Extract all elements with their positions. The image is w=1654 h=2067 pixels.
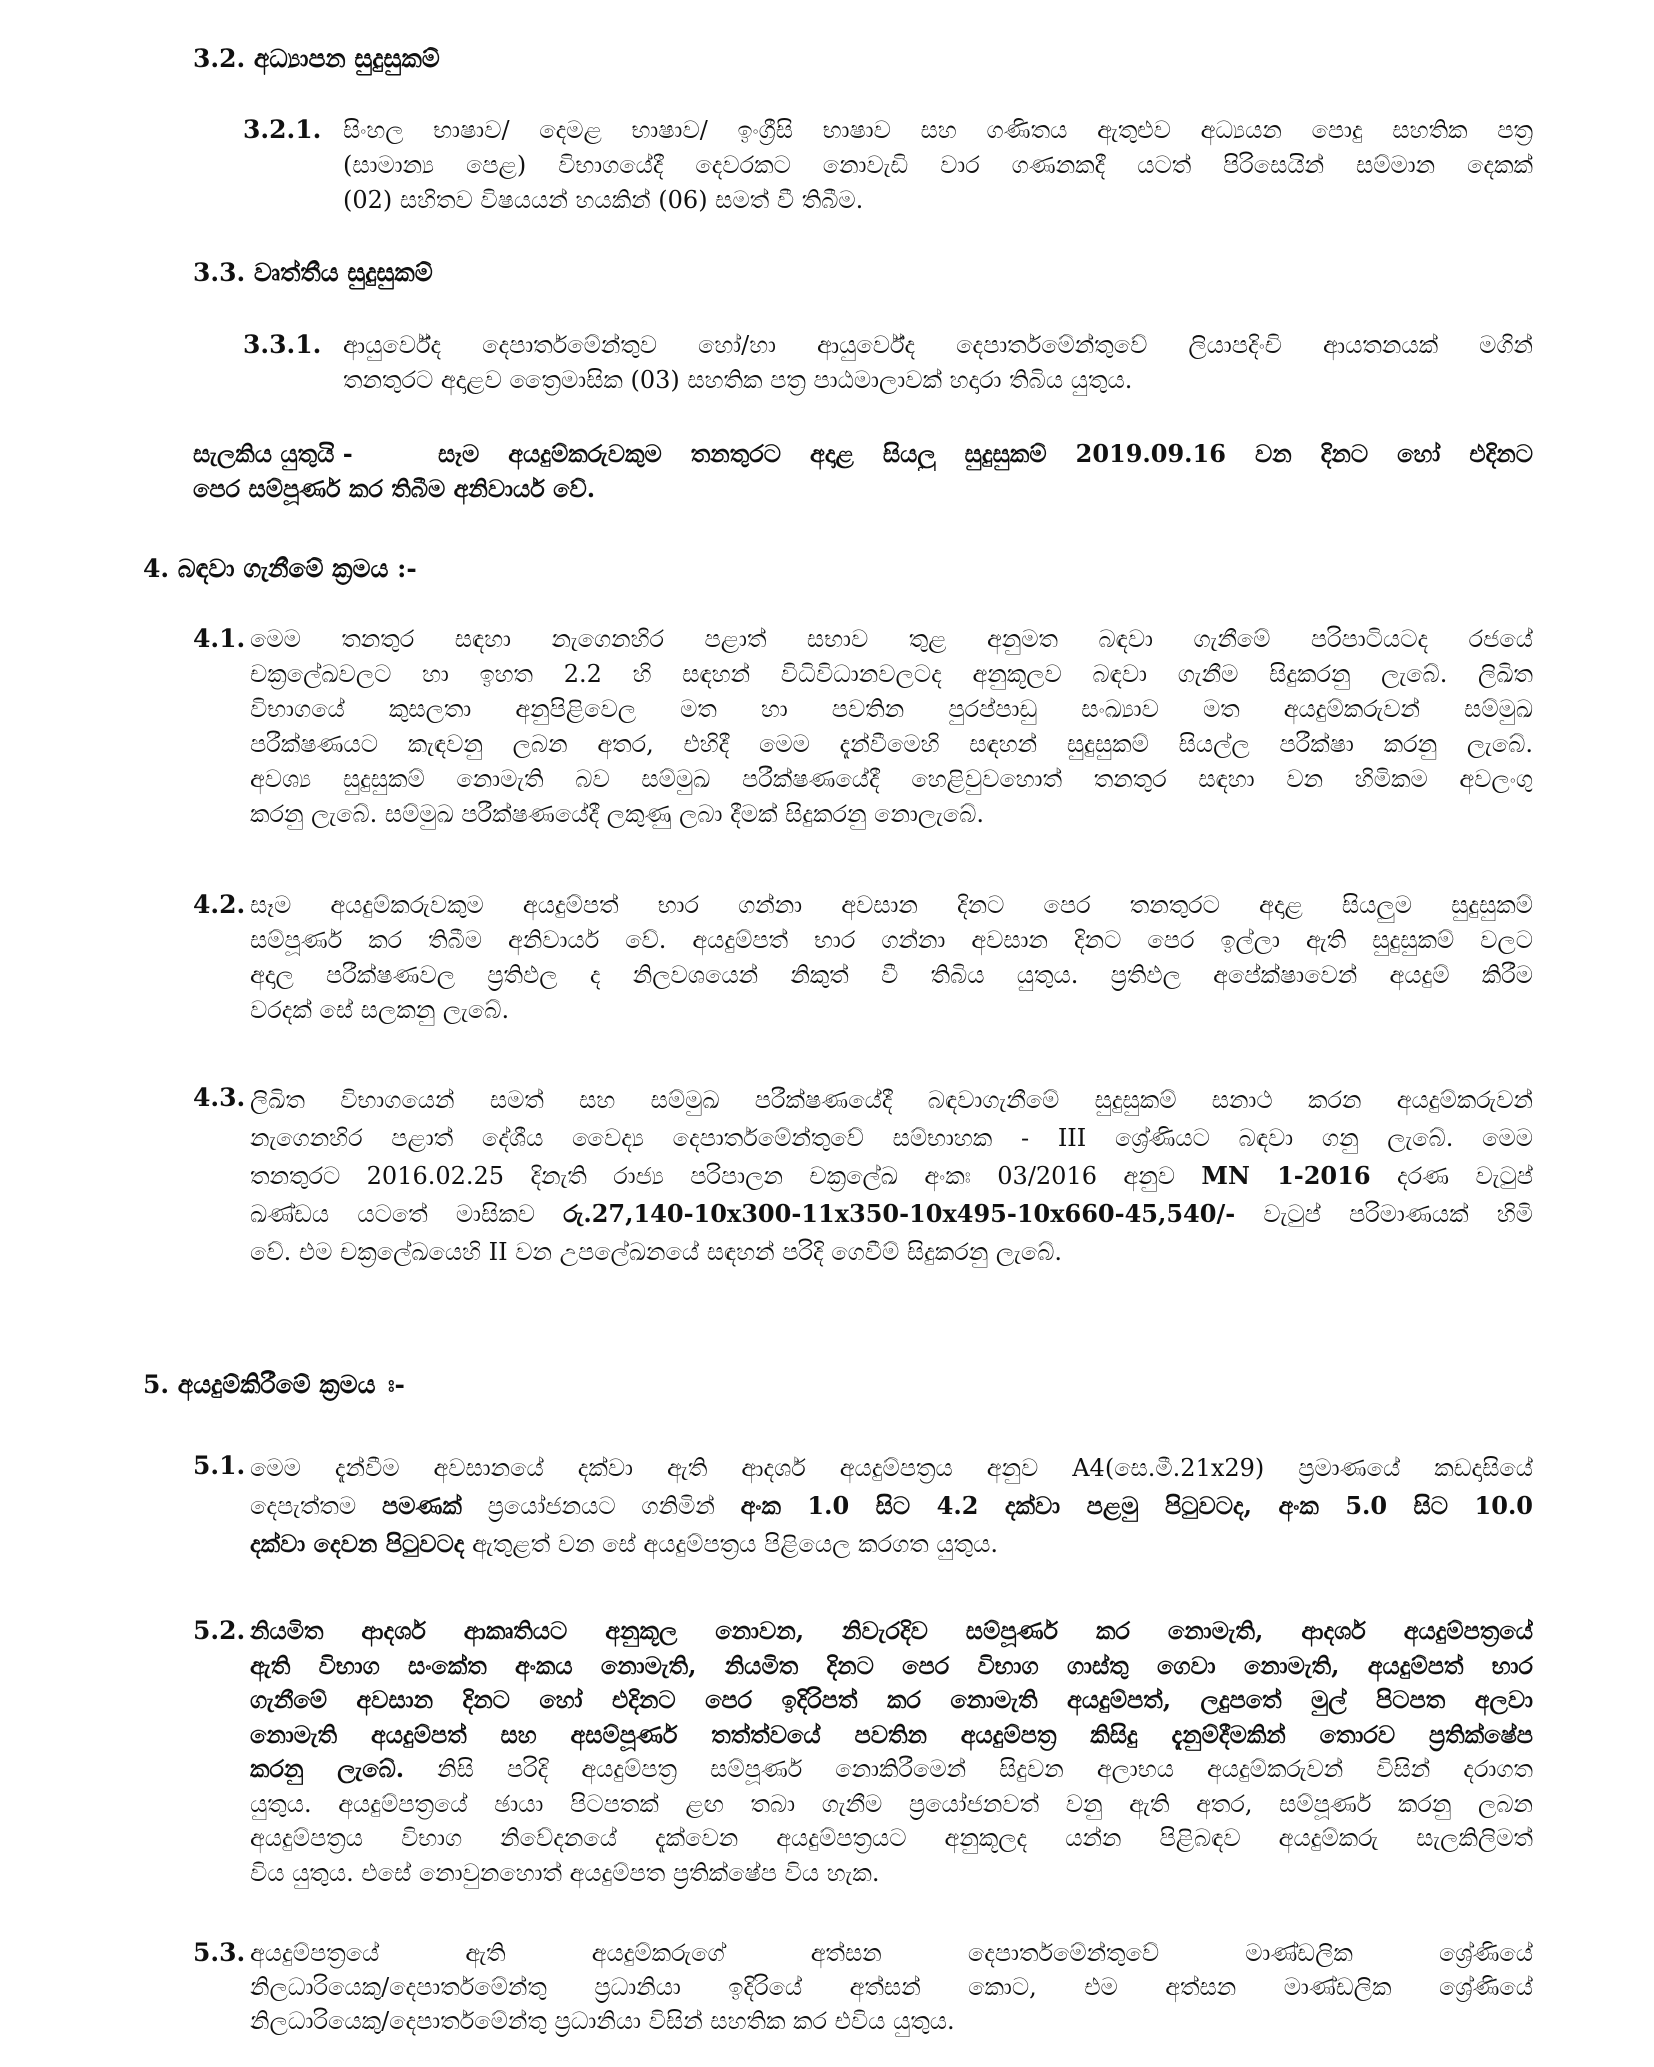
text-segment: දෙපැත්තම: [250, 1492, 357, 1520]
section-3-3-heading: 3.3. වෘත්තීය සුදුසුකම්: [193, 258, 433, 287]
text-segment-bold: දක්වා දෙවන පිටුවටද: [250, 1529, 465, 1558]
text-line: අදාල පරීක්ෂණවල ප්‍රතිඵල ද නිලවශයෙන් නිකුත් වී තිබිය යුතුය. ප්‍රතිඵල අපේක්ෂාවෙන් අයදුම් කිරීම: [250, 961, 1533, 989]
section-5-2-number: 5.2.: [193, 1616, 246, 1645]
text-line: [250, 1487, 1533, 1525]
text-line: [250, 1157, 1533, 1195]
text-line: නිලධාරියෙකු/දෙපාර්තමේන්තු ප්‍රධානියා ඉදිරියේ අත්සන් කොට, එම අත්සන මාණ්ඩලික ශ්‍රේණියේ: [250, 1973, 1533, 2001]
section-3-2-1-number: 3.2.1.: [243, 115, 322, 144]
text-line: අයදුම්පත්‍රය විභාග නිවේදනයේ දැක්වෙන අයදුම්පත්‍රයට අනුකූලද යන්න පිළිබඳව අයදුම්කරු සැලකිලිමත්: [250, 1824, 1533, 1852]
section-5-3-number: 5.3.: [193, 1938, 246, 1967]
section-4-2-number: 4.2.: [193, 890, 246, 919]
text-line: තනතුරට අදාළව ත්‍රෛමාසික (03) සහතික පත්‍ර පාඨමාලාවක් හදාරා තිබිය යුතුය.: [343, 366, 1133, 394]
text-line: [250, 1525, 1533, 1563]
section-5-heading: 5. අයදුම්කිරීමේ ක්‍රමය ඃ-: [143, 1370, 405, 1399]
text-line: ගැනීමේ අවසාන දිනට හෝ එදිනට පෙර ඉදිරිපත් කර නොමැති අයදුම්පත්, ලදුපතේ මුල් පිටපත අලවා: [250, 1685, 1533, 1714]
text-line: කරනු ලැබේ. සම්මුඛ පරීක්ෂණයේදී ලකුණු ලබා දීමක් සිදුකරනු නොලැබේ.: [250, 800, 985, 828]
section-4-3-text: [250, 1081, 1533, 1271]
section-4-heading: 4. බඳවා ගැනීමේ ක්‍රමය :-: [143, 554, 417, 583]
text-segment: දරණ වැටුප්: [1396, 1162, 1533, 1190]
section-5-1-number: 5.1.: [193, 1451, 246, 1480]
section-4-1-number: 4.1.: [193, 624, 246, 653]
text-segment-bold: පමණක්: [381, 1491, 462, 1520]
text-line: සිංහල භාෂාව/ දෙමළ භාෂාව/ ඉංග්‍රීසි භාෂාව සහ ගණිතය ඇතුළුව අධ්‍යයන පොදු සහතික පත්‍ර: [343, 116, 1533, 144]
text-line: [250, 1195, 1533, 1233]
note-text-1: සෑම අයදුම්කරුවකුම තනතුරට අදාළ සියලු සුදුසුකම් 2019.09.16 වන දිනට හෝ එදිනට: [438, 439, 1533, 468]
salary-code: MN 1-2016: [1201, 1161, 1371, 1190]
text-line: විභාගයේ කුසලතා අනුපිළිවෙල මත හා පවතින පුරප්පාඩු සංඛ්‍යාව මත අයදුම්කරුවන් සම්මුඛ: [250, 695, 1533, 723]
text-line: යුතුය. අයදුම්පත්‍රයේ ඡායා පිටපතක් ළඟ තබා ගැනීම ප්‍රයෝජනවත් වනු ඇති අතර, සම්පූර්ණ කරනු ලබන: [250, 1789, 1533, 1818]
text-line: මෙම තනතුර සඳහා නැගෙනහිර පළාත් සභාව තුළ අනුමත බඳවා ගැනීමේ පරිපාටියටද රජයේ: [250, 625, 1533, 653]
text-segment: නිසි පරිදි අයදුම්පත්‍ර සම්පූර්ණ නොකිරීමෙන් සිදුවන අලාභය අයදුම්කරුවන් විසින් දරාගත: [437, 1755, 1533, 1783]
text-line: නැගෙනහිර පළාත් දේශීය වෛද්‍ය දෙපාර්තමේන්තුවේ සම්භාහක - III ශ්‍රේණියට බඳවා ගනු ලැබේ. මෙම: [250, 1124, 1533, 1152]
text-line: ආයුර්වේද දෙපාර්තමේන්තුව හෝ/හා ආයුර්වේද දෙපාර්තමේන්තුවේ ලියාපදිංචි ආයතනයක් මගින්: [343, 331, 1533, 359]
salary-scale: රු.27,140-10x300-11x350-10x495-10x660-45,540/-: [563, 1199, 1236, 1228]
note-line-1: [193, 436, 1533, 471]
section-3-2-heading: 3.2. අධ්‍යාපන සුදුසුකම්: [193, 44, 440, 73]
text-segment-bold: අංක 1.0 සිට 4.2 දක්වා පළමු පිටුවටද, අංක 5.0 සිට 10.0: [740, 1491, 1533, 1520]
text-segment: ප්‍රයෝජනයට ගනිමින්: [487, 1492, 715, 1520]
text-line: විය යුතුය. එසේ නොවුනහොත් අයදුම්පත ප්‍රතික්ෂේප විය හැක.: [250, 1858, 880, 1887]
note-label: සැලකිය යුතුයි -: [193, 439, 353, 468]
section-4-3-number: 4.3.: [193, 1083, 246, 1112]
text-line: මෙම දැන්වීම අවසානයේ දක්වා ඇති ආදර්ශ අයදුම්පත්‍රය අනුව A4(සෙ.මී.21x29) ප්‍රමාණයේ කඩදාසියේ: [250, 1454, 1533, 1482]
text-line: අවශ්‍ය සුදුසුකම් නොමැති බව සම්මුඛ පරීක්ෂණයේදී හෙළිවුවහොත් තනතුර සඳහා වන හිමිකම අවලංගු: [250, 765, 1533, 793]
text-segment: ඛණ්ඩය යටතේ මාසිකව: [250, 1200, 536, 1228]
section-3-2-1-text: [343, 113, 1533, 218]
section-3-3-1-number: 3.3.1.: [243, 330, 322, 359]
text-line: වරදක් සේ සලකනු ලැබේ.: [250, 996, 510, 1024]
text-line: වේ. එම චක්‍රලේඛයෙහි II වන උපලේඛනයේ සඳහන් පරිදි ගෙවීම් සිදුකරනු ලැබේ.: [250, 1238, 1063, 1266]
text-segment-bold: කරනු ලැබේ.: [250, 1754, 405, 1783]
text-segment: තනතුරට 2016.02.25 දිනැති රාජ්‍ය පරිපාලන චක්‍රලේඛ අංකඃ 03/2016 අනුව: [250, 1162, 1175, 1190]
text-segment: වැටුප් පරිමාණයක් හිමි: [1263, 1200, 1533, 1228]
section-5-1-text: [250, 1449, 1533, 1563]
text-line: (සාමාන්‍ය පෙළ) විභාගයේදී දෙවරකට නොවැඩි වාර ගණනකදී යටත් පිරිසෙයින් සම්මාන දෙකක්: [343, 151, 1533, 179]
text-line: සෑම අයදුම්කරුවකුම අයදුම්පත් භාර ගන්නා අවසාන දිනට පෙර තනතුරට අදාළ සියලුම සුදුසුකම්: [250, 891, 1533, 919]
note-line-2: පෙර සම්පූර්ණ කර තිබීම අනිවාර්ය වේ.: [193, 474, 596, 503]
text-line: ඇති විභාග සංකේත අංකය නොමැති, නියමිත දිනට පෙර විභාග ගාස්තු ගෙවා නොමැති, අයදුම්පත් භාර: [250, 1650, 1533, 1680]
text-line: පරීක්ෂණයට කැඳවනු ලබන අතර, එහිදී මෙම දැන්වීමෙහි සඳහන් සුදුසුකම් සියල්ල පරීක්ෂා කරනු ලැබේ.: [250, 730, 1533, 758]
section-4-1-text: [250, 622, 1533, 832]
section-4-2-text: [250, 888, 1533, 1028]
section-5-3-text: [250, 1936, 1533, 2038]
text-segment: ඇතුළත් වන සේ අයදුම්පත්‍රය පිළියෙල කරගත යුතුය.: [472, 1530, 998, 1558]
text-line: [250, 1752, 1533, 1787]
text-line: (02) සහිතව විෂයයන් හයකින් (06) සමත් වී තිබීම.: [343, 186, 864, 214]
text-line: අයදුම්පත්‍රයේ ඇති අයදුම්කරුගේ අත්සන දෙපාර්තමේන්තුවේ මාණ්ඩලික ශ්‍රේණියේ: [250, 1939, 1533, 1967]
text-line: ලිඛිත විභාගයෙන් සමත් සහ සම්මුඛ පරීක්ෂණයේදී බඳවාගැනීමේ සුදුසුකම් සනාථ කරන අයදුම්කරුවන්: [250, 1086, 1533, 1114]
text-line: සම්පූර්ණ කර තිබීම අනිවාර්ය වේ. අයදුම්පත් භාර ගන්නා අවසාන දිනට පෙර ඉල්ලා ඇති සුදුසුකම් වලට: [250, 926, 1533, 954]
text-line: නොමැති අයදුම්පත් සහ අසම්පූර්ණ තත්ත්වයේ පවතින අයදුම්පත්‍ර කිසිදු දැනුම්දීමකින් තොරව ප්‍රතික්ෂේප: [250, 1719, 1533, 1749]
text-line: චක්‍රලේඛවලට හා ඉහත 2.2 හි සඳහන් විධිවිධානවලටද අනුකූලව බඳවා ගැනීම සිදුකරනු ලැබේ. ලිඛිත: [250, 660, 1533, 688]
text-line: නිලධාරියෙකු/දෙපාර්තමේන්තු ප්‍රධානියා විසින් සහතික කර එවිය යුතුය.: [250, 2007, 955, 2035]
note-block: [193, 436, 1533, 506]
section-3-3-1-text: [343, 328, 1533, 398]
section-5-2-text: [250, 1614, 1533, 1890]
text-line: නියමිත ආදර්ශ ආකෘතියට අනුකූල නොවන, නිවැරදිව සම්පූර්ණ කර නොමැති, ආදර්ශ අයදුම්පත්‍රයේ: [250, 1616, 1533, 1645]
